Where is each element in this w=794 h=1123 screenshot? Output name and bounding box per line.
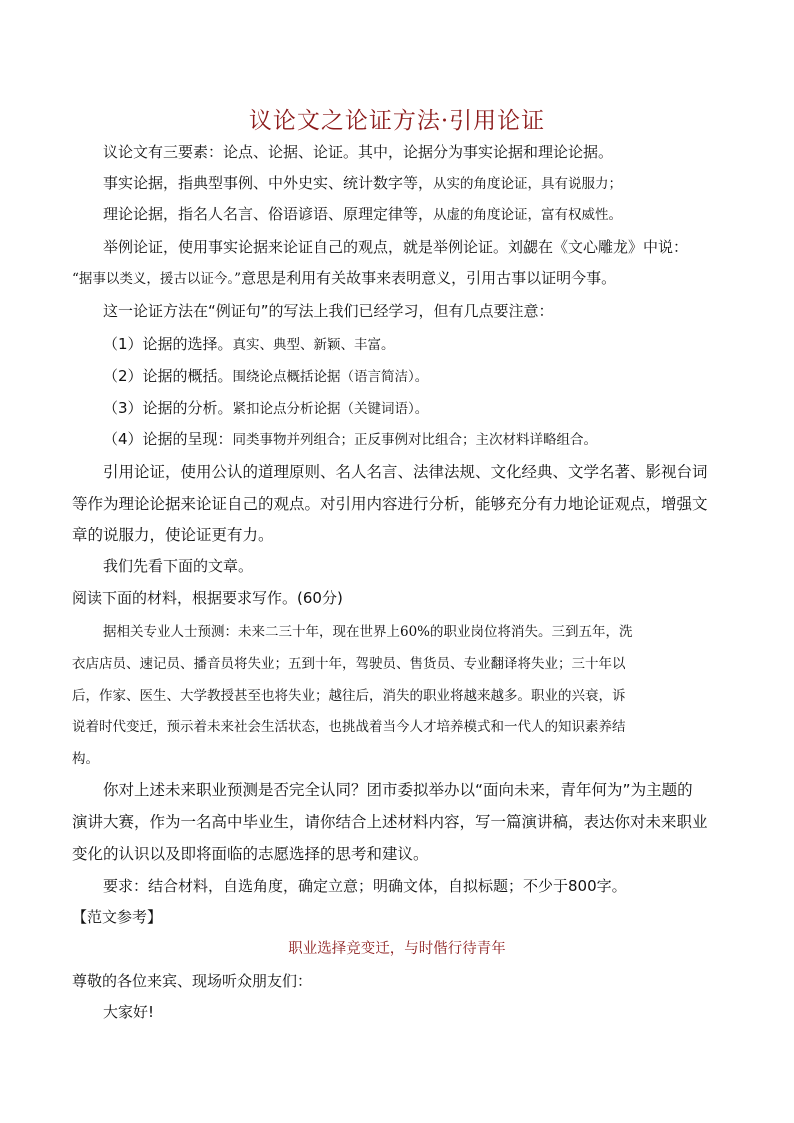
point-label: （2）论据的概括。 [103,367,233,385]
read-next-line: 我们先看下面的文章。 [103,557,254,575]
fact-evidence-note: 从实的角度论证，具有说服力； [433,176,623,192]
requirement-line: 要求：结合材料，自选角度，确定立意；明确文体，自拟标题；不少于800字。 [103,877,627,895]
point-label: （4）论据的呈现： [103,430,233,448]
material-line: 据相关专业人士预测：未来二三十年，现在世界上60%的职业岗位将消失。三到五年，洗 [103,624,633,640]
quote-paragraph-line: 引用论证，使用公认的道理原则、名人名言、法律法规、文化经典、文学名著、影视台词 [103,463,708,481]
material-line: 后，作家、医生、大学教授甚至也将失业；越往后，消失的职业将越来越多。职业的兴衰，诉 [72,688,626,704]
quote-explanation: 意思是利用有关故事来表明意义，引用古事以证明今事。 [241,269,617,287]
point-label: （1）论据的选择。 [103,335,233,353]
material-line: 说着时代变迁，预示着未来社会生活状态，也挑战着当今人才培养模式和一代人的知识素养结 [72,719,626,735]
intro-paragraph-6: 这一论证方法在“例证句”的写法上我们已经学习，但有几点要注意： [103,302,554,320]
point-item [103,428,597,451]
intro-paragraph-2 [103,172,622,195]
intro-paragraph-5 [72,267,616,290]
page-title: 议论文之论证方法·引用论证 [248,108,546,134]
point-text: 真实、典型、新颖、丰富。 [232,337,395,353]
point-item [103,365,428,388]
fact-evidence-text: 事实论据，指典型事例、中外史实、统计数字等， [103,174,434,192]
quote-paragraph-line: 章的说服力，使论证更有力。 [72,526,274,544]
material-line: 衣店店员、速记员、播音员将失业；五到十年，驾驶员、售货员、专业翻译将失业；三十年以 [72,656,626,672]
classical-quote: “据事以类义，援古以证今。” [72,271,242,287]
point-text: 同类事物并列组合；正反事例对比组合；主次材料详略组合。 [232,432,598,448]
point-text: 围绕论点概括论据（语言简洁）。 [232,369,429,385]
salutation-line: 尊敬的各位来宾、现场听众朋友们： [72,972,313,990]
theory-evidence-note: 从虚的角度论证，富有权威性。 [433,207,623,223]
point-label: （3）论据的分析。 [103,399,233,417]
essay-title: 职业选择竞变迁，与时偕行待青年 [288,941,506,957]
point-item [103,397,428,420]
prompt-line: 你对上述未来职业预测是否完全认同？团市委拟举办以“面向未来，青年何为”为主题的 [103,781,693,799]
point-text: 紧扣论点分析论据（关键词语）。 [232,401,429,417]
prompt-line: 演讲大赛，作为一名高中毕业生，请你结合上述材料内容，写一篇演讲稿，表达你对未来职业 [72,813,708,831]
intro-paragraph-1: 议论文有三要素：论点、论据、论证。其中，论据分为事实论据和理论论据。 [103,143,614,161]
intro-paragraph-4: 举例论证，使用事实论据来论证自己的观点，就是举例论证。刘勰在《文心雕龙》中说： [103,238,689,256]
material-line: 构。 [72,751,99,767]
theory-evidence-text: 理论论据，指名人名言、俗语谚语、原理定律等， [103,205,434,223]
point-item [103,333,395,356]
greeting-line: 大家好! [103,1003,155,1021]
intro-paragraph-3 [103,203,622,226]
quote-paragraph-line: 等作为理论论据来论证自己的观点。对引用内容进行分析，能够充分有力地论证观点，增强文 [72,495,708,513]
prompt-line: 变化的认识以及即将面临的志愿选择的思考和建议。 [72,845,429,863]
task-line: 阅读下面的材料，根据要求写作。(60分) [72,589,343,607]
model-essay-label: 【范文参考】 [72,908,163,926]
